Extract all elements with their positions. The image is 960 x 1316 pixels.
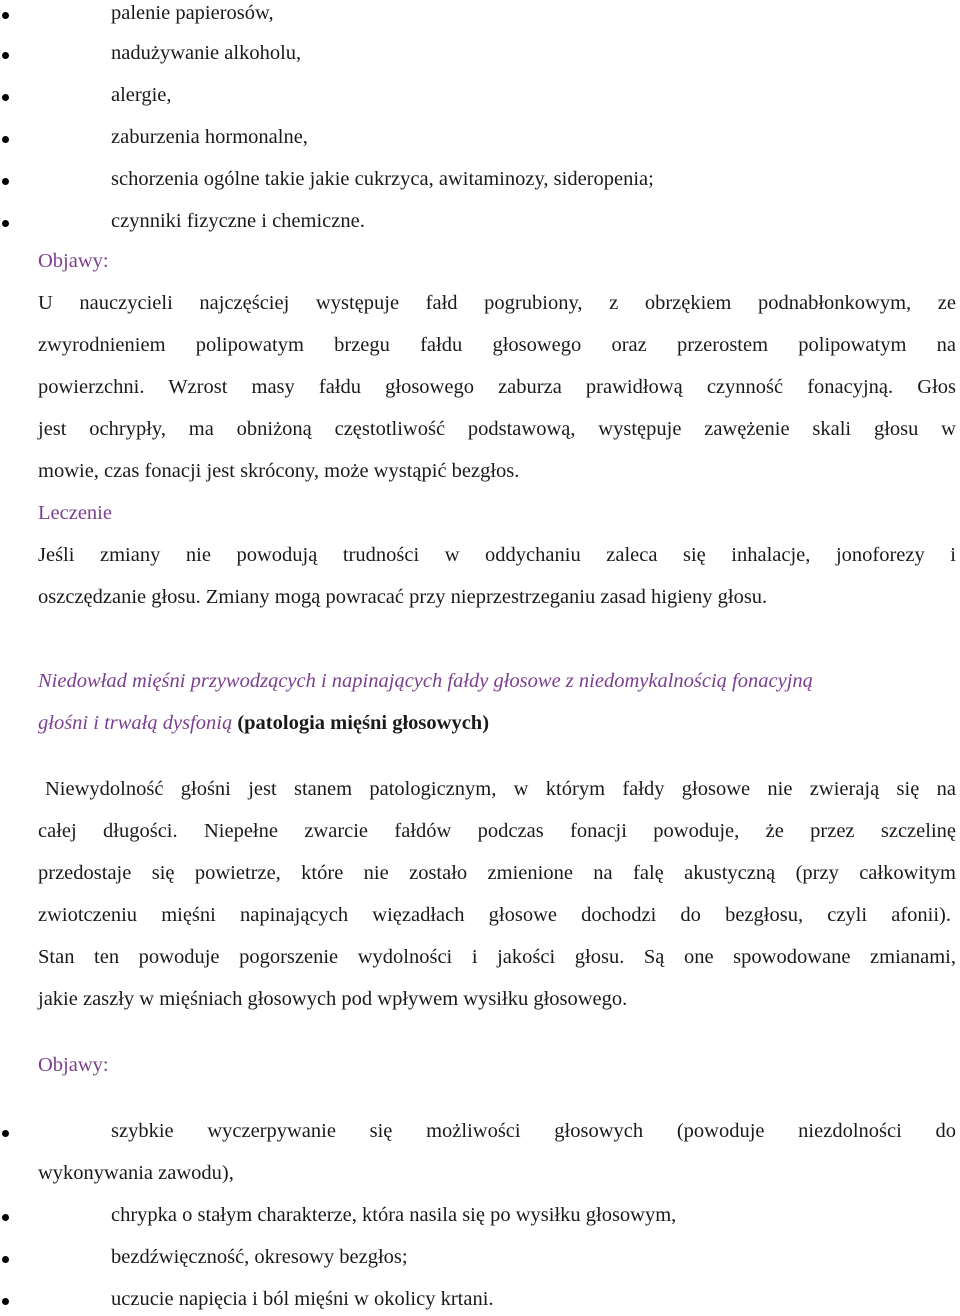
list-item-text: alergie, bbox=[111, 84, 172, 106]
paragraph-line: oszczędzanie głosu. Zmiany mogą powracać przy nieprzestrzeganiu zasad higieny głosu. bbox=[38, 586, 768, 608]
paragraph-line: przedostaje się powietrze, które nie zostało zmienione na falę akustyczną (przy całkowitym bbox=[38, 862, 956, 884]
list-item bbox=[0, 40, 960, 70]
list-item-text: uczucie napięcia i ból mięśni w okolicy krtani. bbox=[111, 1288, 494, 1310]
paragraph-line: jest ochrypły, ma obniżoną częstotliwość podstawową, występuje zawężenie skali głosu w bbox=[38, 418, 956, 440]
list-item bbox=[0, 82, 960, 112]
paragraph-line: Stan ten powoduje pogorszenie wydolności i jakości głosu. Są one spowodowane zmianami, bbox=[38, 946, 956, 968]
list-item bbox=[0, 0, 960, 30]
list-item bbox=[0, 1286, 960, 1316]
paragraph-line: Jeśli zmiany nie powodują trudności w oddychaniu zaleca się inhalacje, jonoforezy i bbox=[38, 544, 956, 566]
paragraph-line: Niewydolność głośni jest stanem patologicznym, w którym fałdy głosowe nie zwierają się na bbox=[45, 778, 956, 800]
paragraph-line: jakie zaszły w mięśniach głosowych pod wpływem wysiłku głosowego. bbox=[38, 988, 628, 1010]
paragraph-line: U nauczycieli najczęściej występuje fałd pogrubiony, z obrzękiem podnabłonkowym, ze bbox=[38, 292, 956, 314]
list-item-text: chrypka o stałym charakterze, która nasila się po wysiłku głosowym, bbox=[111, 1204, 677, 1226]
list-item-text: czynniki fizyczne i chemiczne. bbox=[111, 210, 365, 232]
paragraph-line: mowie, czas fonacji jest skrócony, może wystąpić bezgłos. bbox=[38, 460, 520, 482]
list-item-text: zaburzenia hormonalne, bbox=[111, 126, 308, 148]
section-heading: Leczenie bbox=[38, 502, 112, 524]
section-title-line2 bbox=[38, 710, 489, 736]
bullet-icon bbox=[2, 220, 9, 227]
list-item bbox=[0, 124, 960, 154]
bullet-icon bbox=[2, 1214, 9, 1221]
section-title-italic: głośni i trwałą dysfonią bbox=[38, 712, 233, 734]
list-item-text: schorzenia ogólne takie jakie cukrzyca, awitaminozy, sideropenia; bbox=[111, 168, 654, 190]
list-item-text: nadużywanie alkoholu, bbox=[111, 42, 302, 64]
bullet-icon bbox=[2, 1298, 9, 1305]
bullet-icon bbox=[2, 12, 9, 19]
list-item-text: palenie papierosów, bbox=[111, 2, 274, 24]
paragraph-line: powierzchni. Wzrost masy fałdu głosowego zaburza prawidłową czynność fonacyjną. Głos bbox=[38, 376, 956, 398]
paragraph-line: zwiotczeniu mięśni napinających więzadłach głosowe dochodzi do bezgłosu, czyli afonii). bbox=[38, 904, 951, 926]
bullet-icon bbox=[2, 1130, 9, 1137]
list-item-text: bezdźwięczność, okresowy bezgłos; bbox=[111, 1246, 408, 1268]
section-heading: Objawy: bbox=[38, 250, 109, 272]
paragraph-line: zwyrodnieniem polipowatym brzegu fałdu głosowego oraz przerostem polipowatym na bbox=[38, 334, 956, 356]
list-item bbox=[0, 208, 960, 238]
paragraph-line: całej długości. Niepełne zwarcie fałdów podczas fonacji powoduje, że przez szczelinę bbox=[38, 820, 956, 842]
bullet-icon bbox=[2, 1256, 9, 1263]
list-item bbox=[0, 1202, 960, 1232]
list-item bbox=[0, 1244, 960, 1274]
list-item-continuation: wykonywania zawodu), bbox=[38, 1162, 234, 1184]
bullet-icon bbox=[2, 136, 9, 143]
bullet-icon bbox=[2, 94, 9, 101]
bullet-icon bbox=[2, 52, 9, 59]
list-item bbox=[0, 166, 960, 196]
list-item-text: szybkie wyczerpywanie się możliwości głosowych (powoduje niezdolności do bbox=[111, 1120, 956, 1142]
section-title-bold: (patologia mięśni głosowych) bbox=[237, 712, 490, 734]
bullet-icon bbox=[2, 178, 9, 185]
section-heading: Objawy: bbox=[38, 1054, 109, 1076]
section-title: Niedowład mięśni przywodzących i napinających fałdy głosowe z niedomykalnością fonacyjną bbox=[38, 670, 813, 692]
list-item bbox=[0, 1118, 960, 1148]
